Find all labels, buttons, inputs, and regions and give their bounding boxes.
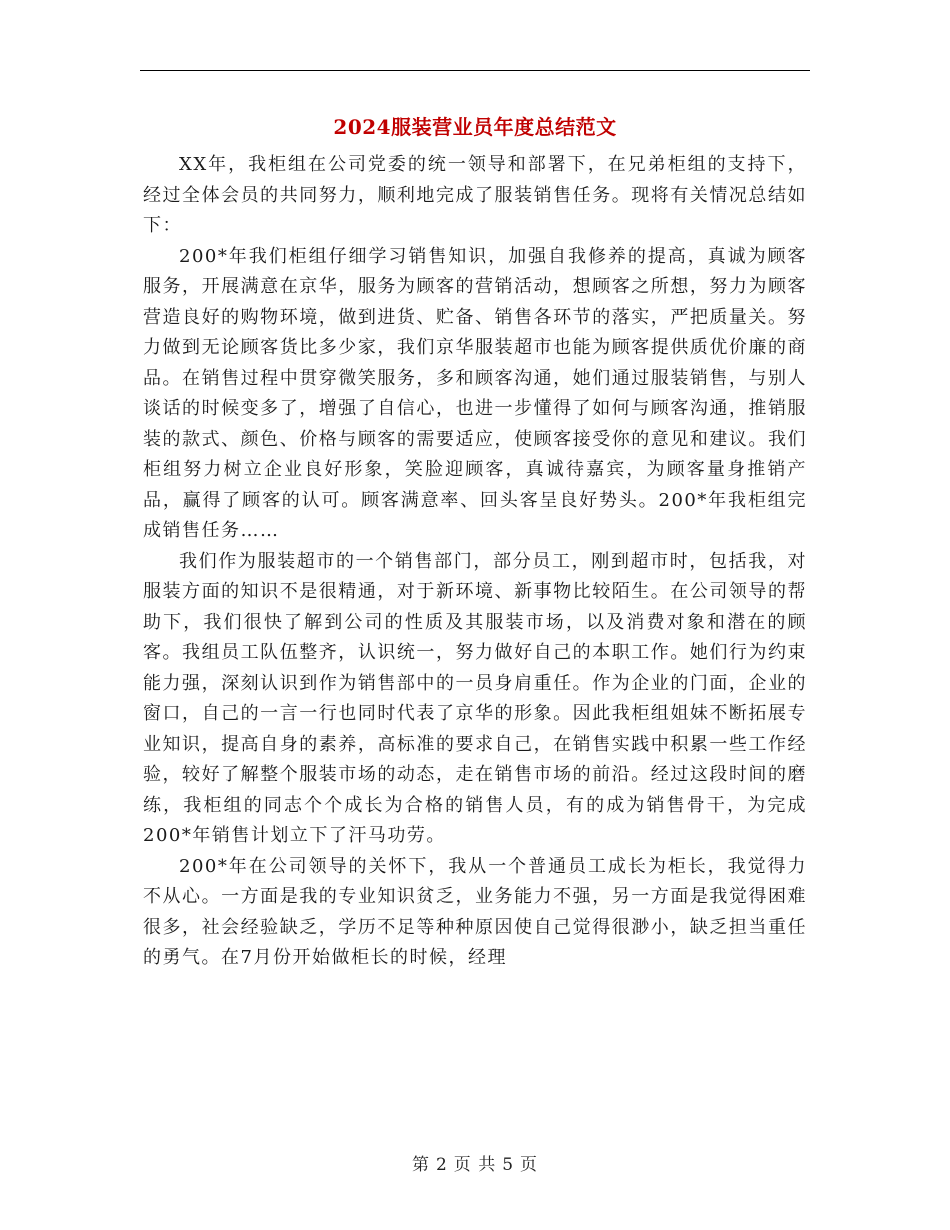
header-rule <box>140 70 810 71</box>
page-total: 5 <box>502 1155 515 1175</box>
footer-suffix: 页 <box>520 1155 539 1175</box>
page-number: 2 <box>435 1155 448 1175</box>
footer-prefix: 第 <box>411 1155 430 1175</box>
paragraph-intro: XX年，我柜组在公司党委的统一领导和部署下，在兄弟柜组的支持下，经过全体会员的共同努力，顺利地完成了服装销售任务。现将有关情况总结如下： <box>143 154 807 236</box>
document-body <box>143 150 807 974</box>
paragraph-team-growth: 我们作为服装超市的一个销售部门，部分员工，刚到超市时，包括我，对服装方面的知识不是很精通，对于新环境、新事物比较陌生。在公司领导的帮助下，我们很快了解到公司的性质及其服装市场，以及消费对象和潜在的顾客。我组员工队伍整齐，认识统一，努力做好自己的本职工作。她们行为约束能力强，深刻认识到作为销售部中的一员身肩重任。作为企业的门面，企业的窗口，自己的一言一行也同时代表了京华的形象。因此我柜组姐妹不断拓展专业知识，提高自身的素养，高标准的要求自己，在销售实践中积累一些工作经验，较好了解整个服装市场的动态，走在销售市场的前沿。经过这段时间的磨练，我柜组的同志个个成长为合格的销售人员，有的成为销售骨干，为完成200*年销售计划立下了汗马功劳。 <box>143 550 807 846</box>
footer-middle: 页 共 <box>453 1155 497 1175</box>
document-title: 2024服装营业员年度总结范文 <box>333 115 617 139</box>
paragraph-sales-work: 200*年我们柜组仔细学习销售知识，加强自我修养的提高，真诚为顾客服务，开展满意在京华，服务为顾客的营销活动，想顾客之所想，努力为顾客营造良好的购物环境，做到进货、贮备、销售各环节的落实，严把质量关。努力做到无论顾客货比多少家，我们京华服装超市也能为顾客提供质优价廉的商品。在销售过程中贯穿微笑服务，多和顾客沟通，她们通过服装销售，与别人谈话的时候变多了，增强了自信心，也进一步懂得了如何与顾客沟通，推销服装的款式、颜色、价格与顾客的需要适应，使顾客接受你的意见和建议。我们柜组努力树立企业良好形象，笑脸迎顾客，真诚待嘉宾，为顾客量身推销产品，赢得了顾客的认可。顾客满意率、回头客呈良好势头。200*年我柜组完成销售任务…… <box>143 245 807 541</box>
page-footer <box>0 1153 950 1177</box>
paragraph-promotion: 200*年在公司领导的关怀下，我从一个普通员工成长为柜长，我觉得力不从心。一方面是我的专业知识贫乏，业务能力不强，另一方面是我觉得困难很多，社会经验缺乏，学历不足等种种原因使自己觉得很渺小，缺乏担当重任的勇气。在7月份开始做柜长的时候，经理 <box>143 855 807 968</box>
